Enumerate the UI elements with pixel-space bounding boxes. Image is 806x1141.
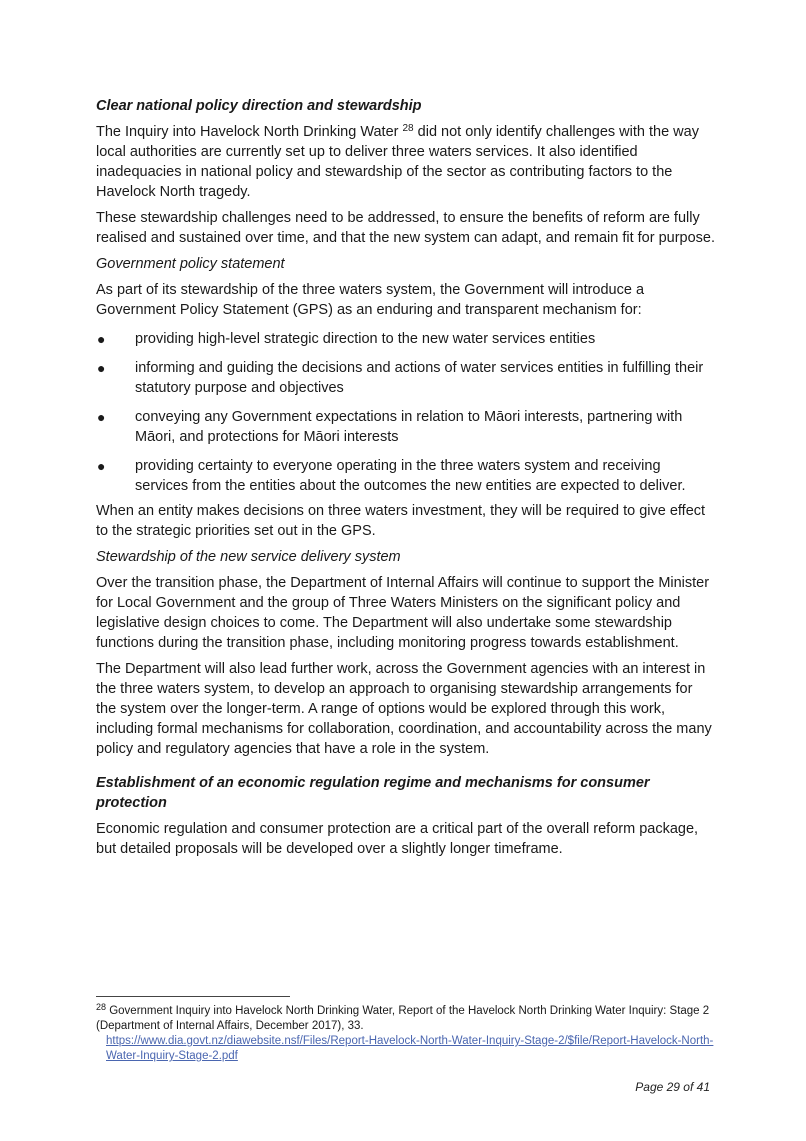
gps-bullet-list — [96, 329, 716, 496]
bullet-icon: ● — [97, 409, 106, 425]
footnote-reference[interactable]: 28 — [402, 123, 414, 134]
bullet-icon: ● — [97, 458, 106, 474]
footnote-text: Government Inquiry into Havelock North Drinking Water, Report of the Havelock North Drinking Water Inquiry: Stage 2 (Department of Internal Affairs, December 2017), 33. — [96, 1005, 710, 1032]
paragraph-gps-intro: As part of its stewardship of the three waters system, the Government will introduce a Government Policy Statement (GPS) as an enduring and transparent mechanism for: — [96, 282, 645, 318]
list-item — [96, 358, 716, 398]
paragraph-economic-regulation: Economic regulation and consumer protection are a critical part of the overall reform package, but detailed proposals will be developed over a slightly longer timeframe. — [96, 821, 699, 857]
subheading-gps: Government policy statement — [96, 256, 285, 272]
paragraph-inquiry-start: The Inquiry into Havelock North Drinking Water — [96, 124, 403, 140]
footnote — [96, 1004, 716, 1064]
paragraph-gps-after: When an entity makes decisions on three waters investment, they will be required to give effect to the strategic priorities set out in the GPS. — [96, 503, 706, 539]
page-content — [96, 96, 716, 865]
list-item-text: conveying any Government expectations in relation to Māori interests, partnering with Māori, and protections for Māori interests — [135, 409, 683, 445]
paragraph-further-work: The Department will also lead further work, across the Government agencies with an interest in the three waters system, to develop an approach to organising stewardship arrangements for the system over the longer-term. A range of options would be explored through this work, including formal mechanisms for collaboration, coordination, and accountability across the many policy and regulatory agencies that have a role in the system. — [96, 661, 712, 757]
bullet-icon: ● — [97, 360, 106, 376]
list-item-text: providing certainty to everyone operating in the three waters system and receiving services from the entities about the outcomes the new entities are expected to deliver. — [135, 458, 686, 494]
footnote-number: 28 — [96, 1002, 107, 1012]
bullet-icon: ● — [97, 331, 106, 347]
list-item — [96, 456, 716, 496]
section-heading-economic-regulation: Establishment of an economic regulation regime and mechanisms for consumer protection — [96, 775, 650, 811]
paragraph-stewardship-challenges: These stewardship challenges need to be addressed, to ensure the benefits of reform are fully realised and sustained over time, and that the new system can adapt, and remain fit for purpose. — [96, 210, 716, 246]
list-item-text: informing and guiding the decisions and actions of water services entities in fulfilling their statutory purpose and objectives — [135, 360, 704, 396]
list-item — [96, 407, 716, 447]
page-number: Page 29 of 41 — [635, 1080, 710, 1094]
section-heading-national-policy: Clear national policy direction and stewardship — [96, 98, 422, 114]
paragraph-transition-phase: Over the transition phase, the Department of Internal Affairs will continue to support the Minister for Local Government and the group of Three Waters Ministers on the significant policy and legislative design choices to come. The Department will also undertake some stewardship functions during the transition phase, including monitoring progress towards establishment. — [96, 575, 710, 651]
footnote-separator — [96, 996, 290, 997]
list-item — [96, 329, 716, 349]
footnote-link[interactable]: https://www.dia.govt.nz/diawebsite.nsf/Files/Report-Havelock-North-Water-Inquiry-Stage-2/$file/Report-Havelock-North-Water-Inquiry-Stage-2.pdf — [106, 1035, 714, 1062]
list-item-text: providing high-level strategic direction to the new water services entities — [135, 331, 596, 347]
subheading-stewardship: Stewardship of the new service delivery system — [96, 549, 401, 565]
section-spacer — [96, 765, 716, 773]
paragraph-inquiry — [96, 122, 716, 202]
paragraph-inquiry-end: did not only identify challenges with the way local authorities are currently set up to deliver three waters services. It also identified inadequacies in national policy and stewardship of the sector as contributing factors to the Havelock North tragedy. — [96, 124, 699, 200]
